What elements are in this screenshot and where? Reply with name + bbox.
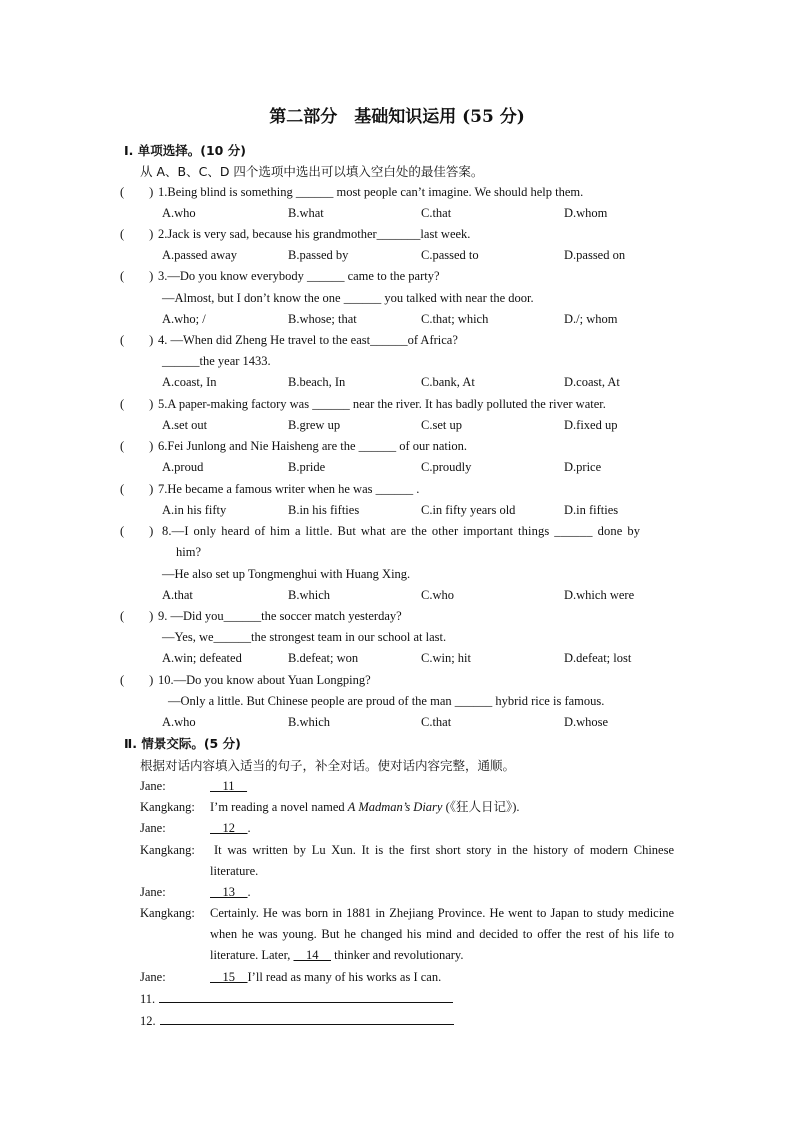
answer-paren[interactable]: ( ) [120, 439, 154, 453]
question-5 [120, 394, 680, 415]
utterance-text: Certainly. He was born in 1881 in Zhejiang Province. He went to Japan to study medicine when he was young. But he changed his mind and decided to offer the rest of his life to literature. Later, [210, 906, 674, 962]
question-text: 7.He became a famous writer when he was ______ . [158, 482, 420, 496]
question-3 [120, 266, 680, 287]
option-b: B.pride [288, 460, 326, 474]
question-2 [120, 224, 680, 245]
utterance-text: I’m reading a novel named [210, 800, 348, 814]
question-8-line2: —He also set up Tongmenghui with Huang Xing. [162, 567, 411, 581]
question-text: 4. —When did Zheng He travel to the east______of Africa? [158, 333, 458, 347]
option-a: A.who [162, 715, 196, 729]
blank-15[interactable]: 15 [210, 970, 248, 984]
option-c: C.that; which [421, 312, 489, 326]
question-9 [120, 606, 680, 627]
answer-line-12 [140, 1010, 454, 1032]
question-4 [120, 330, 680, 351]
answer-field[interactable] [159, 988, 453, 1003]
dialogue-line [140, 903, 674, 966]
utterance [210, 882, 674, 903]
dialogue-line [140, 797, 674, 818]
option-d: D.whom [564, 206, 608, 220]
speaker: Jane: [140, 779, 166, 793]
option-b: B.passed by [288, 248, 349, 262]
answer-paren[interactable]: ( ) [120, 482, 154, 496]
question-2-options [162, 245, 682, 266]
utterance [210, 903, 674, 966]
blank-11[interactable]: 11 [210, 779, 248, 793]
question-7-options [162, 500, 682, 521]
blank-12[interactable]: 12 [210, 821, 248, 835]
option-c: C.in fifty years old [421, 503, 516, 517]
blank-14[interactable]: 14 [293, 948, 331, 962]
option-a: A.who [162, 206, 196, 220]
option-c: C.who [421, 588, 454, 602]
option-d: D.price [564, 460, 602, 474]
option-d: D.defeat; lost [564, 651, 632, 665]
answer-paren[interactable]: ( ) [120, 609, 154, 623]
option-b: B.what [288, 206, 324, 220]
option-c: C.proudly [421, 460, 472, 474]
question-6-options [162, 457, 682, 478]
option-d: D.whose [564, 715, 609, 729]
option-a: A.in his fifty [162, 503, 227, 517]
dialogue-line [140, 818, 674, 839]
utterance-text: I’ll read as many of his works as I can. [247, 970, 442, 984]
question-text: 6.Fei Junlong and Nie Haisheng are the ______ of our nation. [158, 439, 467, 453]
utterance-text: thinker and revolutionary. [331, 948, 464, 962]
question-9-line2: —Yes, we______the strongest team in our school at last. [162, 630, 447, 644]
option-d: D.passed on [564, 248, 626, 262]
dialogue-line [140, 776, 674, 797]
dialogue-line [140, 967, 674, 988]
option-d: D.which were [564, 588, 635, 602]
section1-heading: Ⅰ. 单项选择。(10 分) [124, 143, 246, 158]
speaker: Kangkang: [140, 906, 195, 920]
speaker: Jane: [140, 821, 166, 835]
answer-line-11 [140, 988, 453, 1010]
answer-paren[interactable]: ( ) [120, 524, 154, 538]
answer-number: 12. [140, 1014, 156, 1028]
section1-instruction: 从 A、B、C、D 四个选项中选出可以填入空白处的最佳答案。 [140, 164, 484, 179]
answer-paren[interactable]: ( ) [120, 673, 154, 687]
section2-heading: Ⅱ. 情景交际。(5 分) [124, 736, 241, 751]
question-text: 9. —Did you______the soccer match yesterday? [158, 609, 402, 623]
question-text: 3.—Do you know everybody ______ came to the party? [158, 269, 440, 283]
option-a: A.win; defeated [162, 651, 242, 665]
option-d: D.fixed up [564, 418, 618, 432]
option-c: C.bank, At [421, 375, 475, 389]
question-1-options [162, 203, 682, 224]
utterance-text: (《狂人日记》). [442, 800, 520, 814]
speaker: Kangkang: [140, 843, 195, 857]
utterance-text: . [247, 885, 251, 899]
dialogue-line [140, 840, 674, 882]
option-b: B.which [288, 715, 331, 729]
question-10-line2: —Only a little. But Chinese people are proud of the man ______ hybrid rice is famous. [168, 694, 605, 708]
answer-paren[interactable]: ( ) [120, 227, 154, 241]
question-6 [120, 436, 680, 457]
answer-field[interactable] [160, 1010, 454, 1025]
question-8-line1b: him? [176, 545, 201, 559]
question-text: 2.Jack is very sad, because his grandmother_______last week. [158, 227, 471, 241]
question-10-options [162, 712, 682, 733]
option-b: B.in his fifties [288, 503, 360, 517]
question-1 [120, 182, 680, 203]
option-a: A.set out [162, 418, 208, 432]
option-d: D./; whom [564, 312, 618, 326]
option-b: B.grew up [288, 418, 341, 432]
question-8 [120, 521, 674, 542]
question-3-line2: —Almost, but I don’t know the one ______ you talked with near the door. [162, 291, 534, 305]
option-a: A.passed away [162, 248, 237, 262]
question-text: 8.—I only heard of him a little. But what are the other important things ______ done by [162, 524, 641, 538]
answer-paren[interactable]: ( ) [120, 269, 154, 283]
section2-instruction: 根据对话内容填入适当的句子，补全对话。使对话内容完整，通顺。 [140, 758, 516, 773]
question-9-options [162, 648, 682, 669]
option-a: A.who; / [162, 312, 206, 326]
answer-paren[interactable]: ( ) [120, 397, 154, 411]
question-5-options [162, 415, 682, 436]
novel-title: A Madman’s Diary [347, 800, 443, 814]
option-a: A.proud [162, 460, 204, 474]
option-c: C.that [421, 206, 452, 220]
utterance [210, 776, 674, 797]
speaker: Kangkang: [140, 800, 195, 814]
option-b: B.which [288, 588, 331, 602]
option-c: C.win; hit [421, 651, 472, 665]
speaker: Jane: [140, 970, 166, 984]
utterance [210, 818, 674, 839]
question-7 [120, 479, 680, 500]
option-c: C.that [421, 715, 452, 729]
option-b: B.whose; that [288, 312, 357, 326]
question-3-options [162, 309, 682, 330]
option-d: D.coast, At [564, 375, 620, 389]
speaker: Jane: [140, 885, 166, 899]
utterance-text: . [247, 821, 251, 835]
option-b: B.beach, In [288, 375, 346, 389]
utterance [210, 967, 674, 988]
option-a: A.coast, In [162, 375, 217, 389]
utterance: It was written by Lu Xun. It is the first short story in the history of modern Chinese literature. [210, 843, 674, 878]
question-text: 5.A paper-making factory was ______ near the river. It has badly polluted the river water. [158, 397, 606, 411]
option-c: C.set up [421, 418, 462, 432]
question-4-options [162, 372, 682, 393]
question-text: 1.Being blind is something ______ most people can’t imagine. We should help them. [158, 185, 584, 199]
question-text: 10.—Do you know about Yuan Longping? [158, 673, 371, 687]
option-a: A.that [162, 588, 193, 602]
dialogue-line [140, 882, 674, 903]
page-title: 第二部分 基础知识运用 (55 分) [269, 107, 525, 127]
blank-13[interactable]: 13 [210, 885, 248, 899]
answer-paren[interactable]: ( ) [120, 333, 154, 347]
utterance [210, 797, 674, 818]
option-d: D.in fifties [564, 503, 619, 517]
question-4-line2: ______the year 1433. [162, 354, 271, 368]
answer-number: 11. [140, 992, 156, 1006]
question-10 [120, 670, 680, 691]
question-8-options [162, 585, 682, 606]
option-b: B.defeat; won [288, 651, 359, 665]
answer-paren[interactable]: ( ) [120, 185, 154, 199]
option-c: C.passed to [421, 248, 479, 262]
